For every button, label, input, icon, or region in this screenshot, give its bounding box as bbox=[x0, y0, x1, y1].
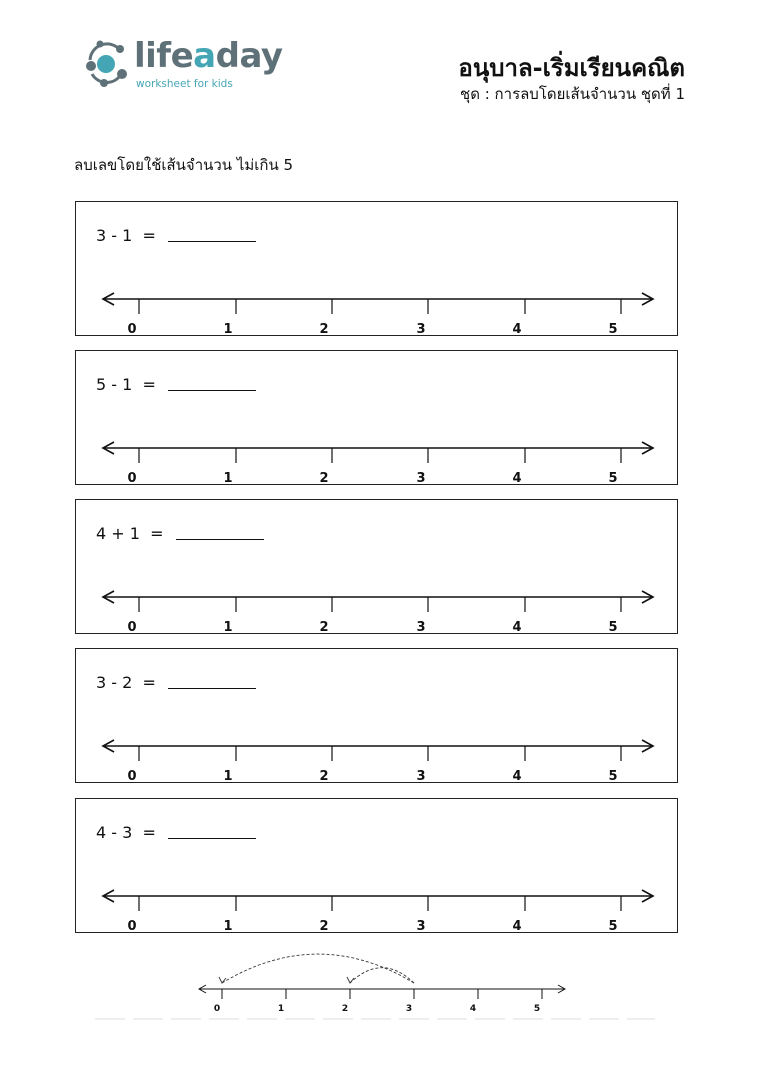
number-line bbox=[76, 351, 677, 484]
number-line-label: 3 bbox=[416, 919, 426, 932]
network-dots-icon bbox=[82, 38, 132, 88]
number-line-label: 0 bbox=[127, 919, 137, 932]
number-line-label: 0 bbox=[127, 471, 137, 484]
number-line-label: 5 bbox=[608, 322, 618, 335]
problem-box bbox=[75, 350, 678, 485]
page-subtitle: ชุด : การลบโดยเส้นจำนวน ชุดที่ 1 bbox=[460, 85, 685, 103]
example-jump-arc bbox=[350, 968, 414, 983]
example-label: 2 bbox=[341, 1004, 349, 1014]
number-line-label: 3 bbox=[416, 471, 426, 484]
number-line-label: 3 bbox=[416, 322, 426, 335]
logo bbox=[82, 38, 282, 98]
number-line-label: 5 bbox=[608, 919, 618, 932]
number-line-label: 1 bbox=[223, 471, 233, 484]
number-line-label: 4 bbox=[512, 919, 522, 932]
equation-text: 5 - 1 = bbox=[96, 375, 156, 394]
number-line-label: 5 bbox=[608, 620, 618, 633]
instruction-text: ลบเลขโดยใช้เส้นจำนวน ไม่เกิน 5 bbox=[74, 156, 294, 174]
number-line-label: 4 bbox=[512, 322, 522, 335]
number-line-label: 2 bbox=[319, 322, 329, 335]
example-label: 5 bbox=[533, 1004, 541, 1014]
number-line-label: 2 bbox=[319, 769, 329, 782]
number-line-label: 5 bbox=[608, 471, 618, 484]
problem-box bbox=[75, 499, 678, 634]
number-line-label: 1 bbox=[223, 919, 233, 932]
logo-tagline: worksheet for kids bbox=[136, 78, 233, 90]
number-line-label: 4 bbox=[512, 769, 522, 782]
equation-text: 3 - 1 = bbox=[96, 226, 156, 245]
example-jump-arc bbox=[222, 954, 414, 983]
number-line-label: 0 bbox=[127, 769, 137, 782]
problem-box bbox=[75, 648, 678, 783]
number-line-label: 0 bbox=[127, 620, 137, 633]
example-label: 4 bbox=[469, 1004, 477, 1014]
number-line bbox=[76, 202, 677, 335]
page-title: อนุบาล-เริ่มเรียนคณิต bbox=[458, 54, 685, 82]
number-line-label: 1 bbox=[223, 620, 233, 633]
problem-box bbox=[75, 798, 678, 933]
number-line bbox=[76, 500, 677, 633]
number-line-label: 2 bbox=[319, 620, 329, 633]
example-label: 1 bbox=[277, 1004, 285, 1014]
logo-wordmark: lifeaday bbox=[134, 36, 283, 76]
faint-footer-line bbox=[95, 1018, 655, 1020]
number-line-label: 4 bbox=[512, 620, 522, 633]
equation-text: 4 + 1 = bbox=[96, 524, 164, 543]
number-line bbox=[76, 649, 677, 782]
number-line-label: 3 bbox=[416, 620, 426, 633]
number-line-label: 1 bbox=[223, 322, 233, 335]
arrowhead-icon bbox=[219, 977, 226, 983]
number-line-label: 5 bbox=[608, 769, 618, 782]
number-line-label: 3 bbox=[416, 769, 426, 782]
example-label: 3 bbox=[405, 1004, 413, 1014]
equation-text: 3 - 2 = bbox=[96, 673, 156, 692]
example-label: 0 bbox=[213, 1004, 221, 1014]
number-line-label: 0 bbox=[127, 322, 137, 335]
arrowhead-icon bbox=[347, 977, 354, 983]
number-line-label: 4 bbox=[512, 471, 522, 484]
example-number-line bbox=[192, 950, 582, 1020]
number-line-label: 1 bbox=[223, 769, 233, 782]
problem-box bbox=[75, 201, 678, 336]
number-line-label: 2 bbox=[319, 919, 329, 932]
number-line bbox=[76, 799, 677, 932]
number-line-label: 2 bbox=[319, 471, 329, 484]
equation-text: 4 - 3 = bbox=[96, 823, 156, 842]
